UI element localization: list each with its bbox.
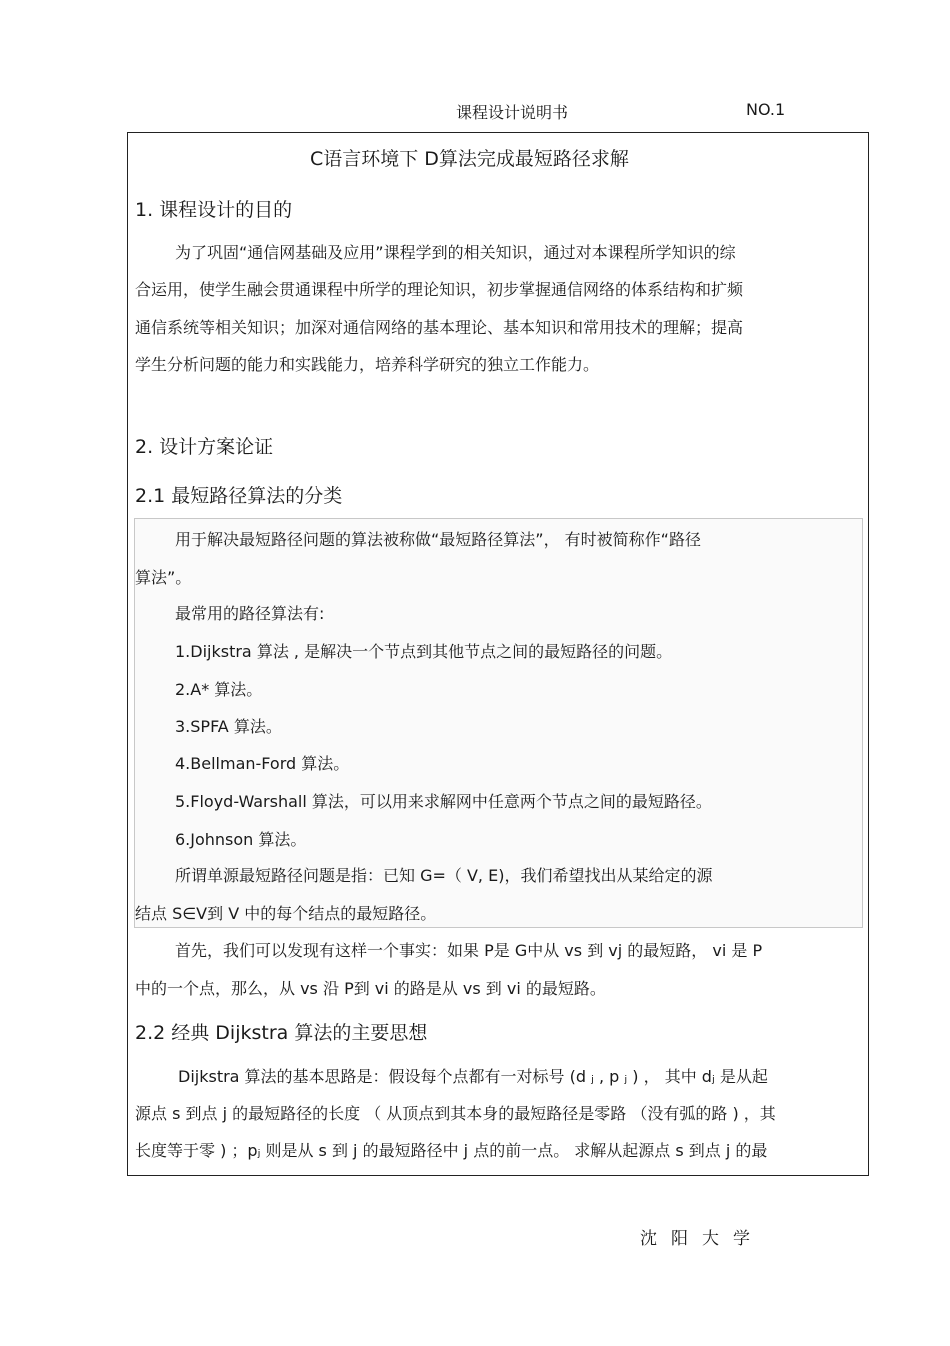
paragraph-line: 通信系统等相关知识；加深对通信网络的基本理论、基本知识和常用技术的理解；提高 [135, 318, 744, 337]
paragraph-line: 中的一个点，那么，从 vs 沿 P到 vi 的路是从 vs 到 vi 的最短路。 [135, 979, 606, 998]
paragraph-line: 学生分析问题的能力和实践能力，培养科学研究的独立工作能力。 [135, 355, 600, 374]
section-heading: 1. 课程设计的目的 [135, 199, 293, 221]
paragraph-line: 合运用，使学生融会贯通课程中所学的理论知识，初步掌握通信网络的体系结构和扩频 [135, 280, 744, 299]
paragraph-line: 长度等于零 ) ；pⱼ 则是从 s 到 j 的最短路径中 j 点的前一点。 求解从起源点 s 到点 j 的最 [135, 1141, 768, 1160]
algorithm-item: 4.Bellman-Ford 算法。 [175, 754, 350, 773]
box-line: 用于解决最短路径问题的算法被称做“最短路径算法”， 有时被简称作“路径 [175, 530, 701, 549]
footer-school-name: 沈阳大学 [640, 1229, 764, 1249]
paragraph-line: 源点 s 到点 j 的最短路径的长度 （ 从顶点到其本身的最短路径是零路 （没有弧的路 ) ，其 [135, 1104, 776, 1123]
algorithm-item: 1.Dijkstra 算法 , 是解决一个节点到其他节点之间的最短路径的问题。 [175, 642, 673, 661]
box-line: 所谓单源最短路径问题是指：已知 G=（ V, E)，我们希望找出从某给定的源 [175, 866, 713, 885]
page-number: NO.1 [746, 100, 786, 119]
header-title: 课程设计说明书 [456, 103, 569, 122]
paragraph-line: 首先，我们可以发现有这样一个事实：如果 P是 G中从 vs 到 vj 的最短路， vi 是 P [175, 941, 763, 960]
algorithm-item: 2.A* 算法。 [175, 680, 263, 699]
subsection-heading: 2.1 最短路径算法的分类 [135, 485, 343, 507]
paragraph-line: Dijkstra 算法的基本思路是：假设每个点都有一对标号 (d ⱼ , p ⱼ ) ， 其中 dⱼ 是从起 [178, 1067, 768, 1086]
document-title: C语言环境下 D算法完成最短路径求解 [310, 148, 629, 170]
section-heading: 2. 设计方案论证 [135, 436, 274, 458]
algorithm-item: 3.SPFA 算法。 [175, 717, 282, 736]
algorithm-item: 5.Floyd-Warshall 算法，可以用来求解网中任意两个节点之间的最短路径。 [175, 792, 712, 811]
subsection-heading: 2.2 经典 Dijkstra 算法的主要思想 [135, 1022, 428, 1044]
box-line: 算法”。 [135, 568, 192, 587]
box-line: 结点 S∈V到 V 中的每个结点的最短路径。 [135, 904, 437, 923]
algorithm-item: 6.Johnson 算法。 [175, 830, 307, 849]
box-line: 最常用的路径算法有: [175, 604, 325, 623]
paragraph-line: 为了巩固“通信网基础及应用”课程学到的相关知识，通过对本课程所学知识的综 [175, 243, 736, 262]
